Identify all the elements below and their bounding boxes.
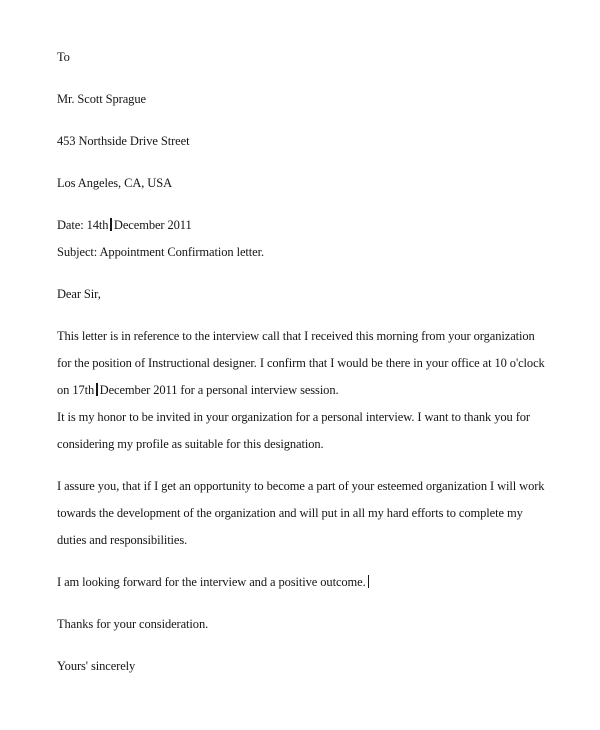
date-line	[57, 212, 546, 239]
signoff: Yours' sincerely	[57, 659, 136, 673]
recipient-street: 453 Northside Drive Street	[57, 134, 190, 148]
recipient-to-label: To	[57, 50, 70, 64]
thanks-line: Thanks for your consideration.	[57, 617, 209, 631]
subject-line: Subject: Appointment Confirmation letter.	[57, 245, 264, 259]
closing-line	[57, 569, 546, 596]
recipient-name: Mr. Scott Sprague	[57, 92, 146, 106]
body-paragraph-1-after-cursor: December 2011 for a personal interview session.	[99, 383, 339, 397]
date-text-before-cursor: Date: 14th	[57, 218, 109, 232]
body-paragraph-1	[57, 323, 546, 404]
body-paragraph-3: I assure you, that if I get an opportunity to become a part of your esteemed organization I will work towards the development of the organization and will put in all my hard efforts to complete my duties and responsibilities.	[57, 479, 545, 547]
text-cursor	[96, 383, 98, 396]
body-paragraph-1-before-cursor: This letter is in reference to the interview call that I received this morning from your organization for the position of Instructional designer. I confirm that I would be there in your office at 10 o'clock on 17th	[57, 329, 545, 397]
text-cursor	[368, 575, 370, 588]
text-cursor	[110, 218, 112, 231]
body-paragraph-2: It is my honor to be invited in your organization for a personal interview. I want to thank you for considering my profile as suitable for this designation.	[57, 410, 530, 451]
recipient-city: Los Angeles, CA, USA	[57, 176, 173, 190]
closing-line-text: I am looking forward for the interview and a positive outcome.	[57, 575, 366, 589]
body-block-1	[57, 323, 546, 458]
greeting: Dear Sir,	[57, 287, 101, 301]
date-subject-block	[57, 212, 546, 266]
date-text-after-cursor: December 2011	[113, 218, 192, 232]
